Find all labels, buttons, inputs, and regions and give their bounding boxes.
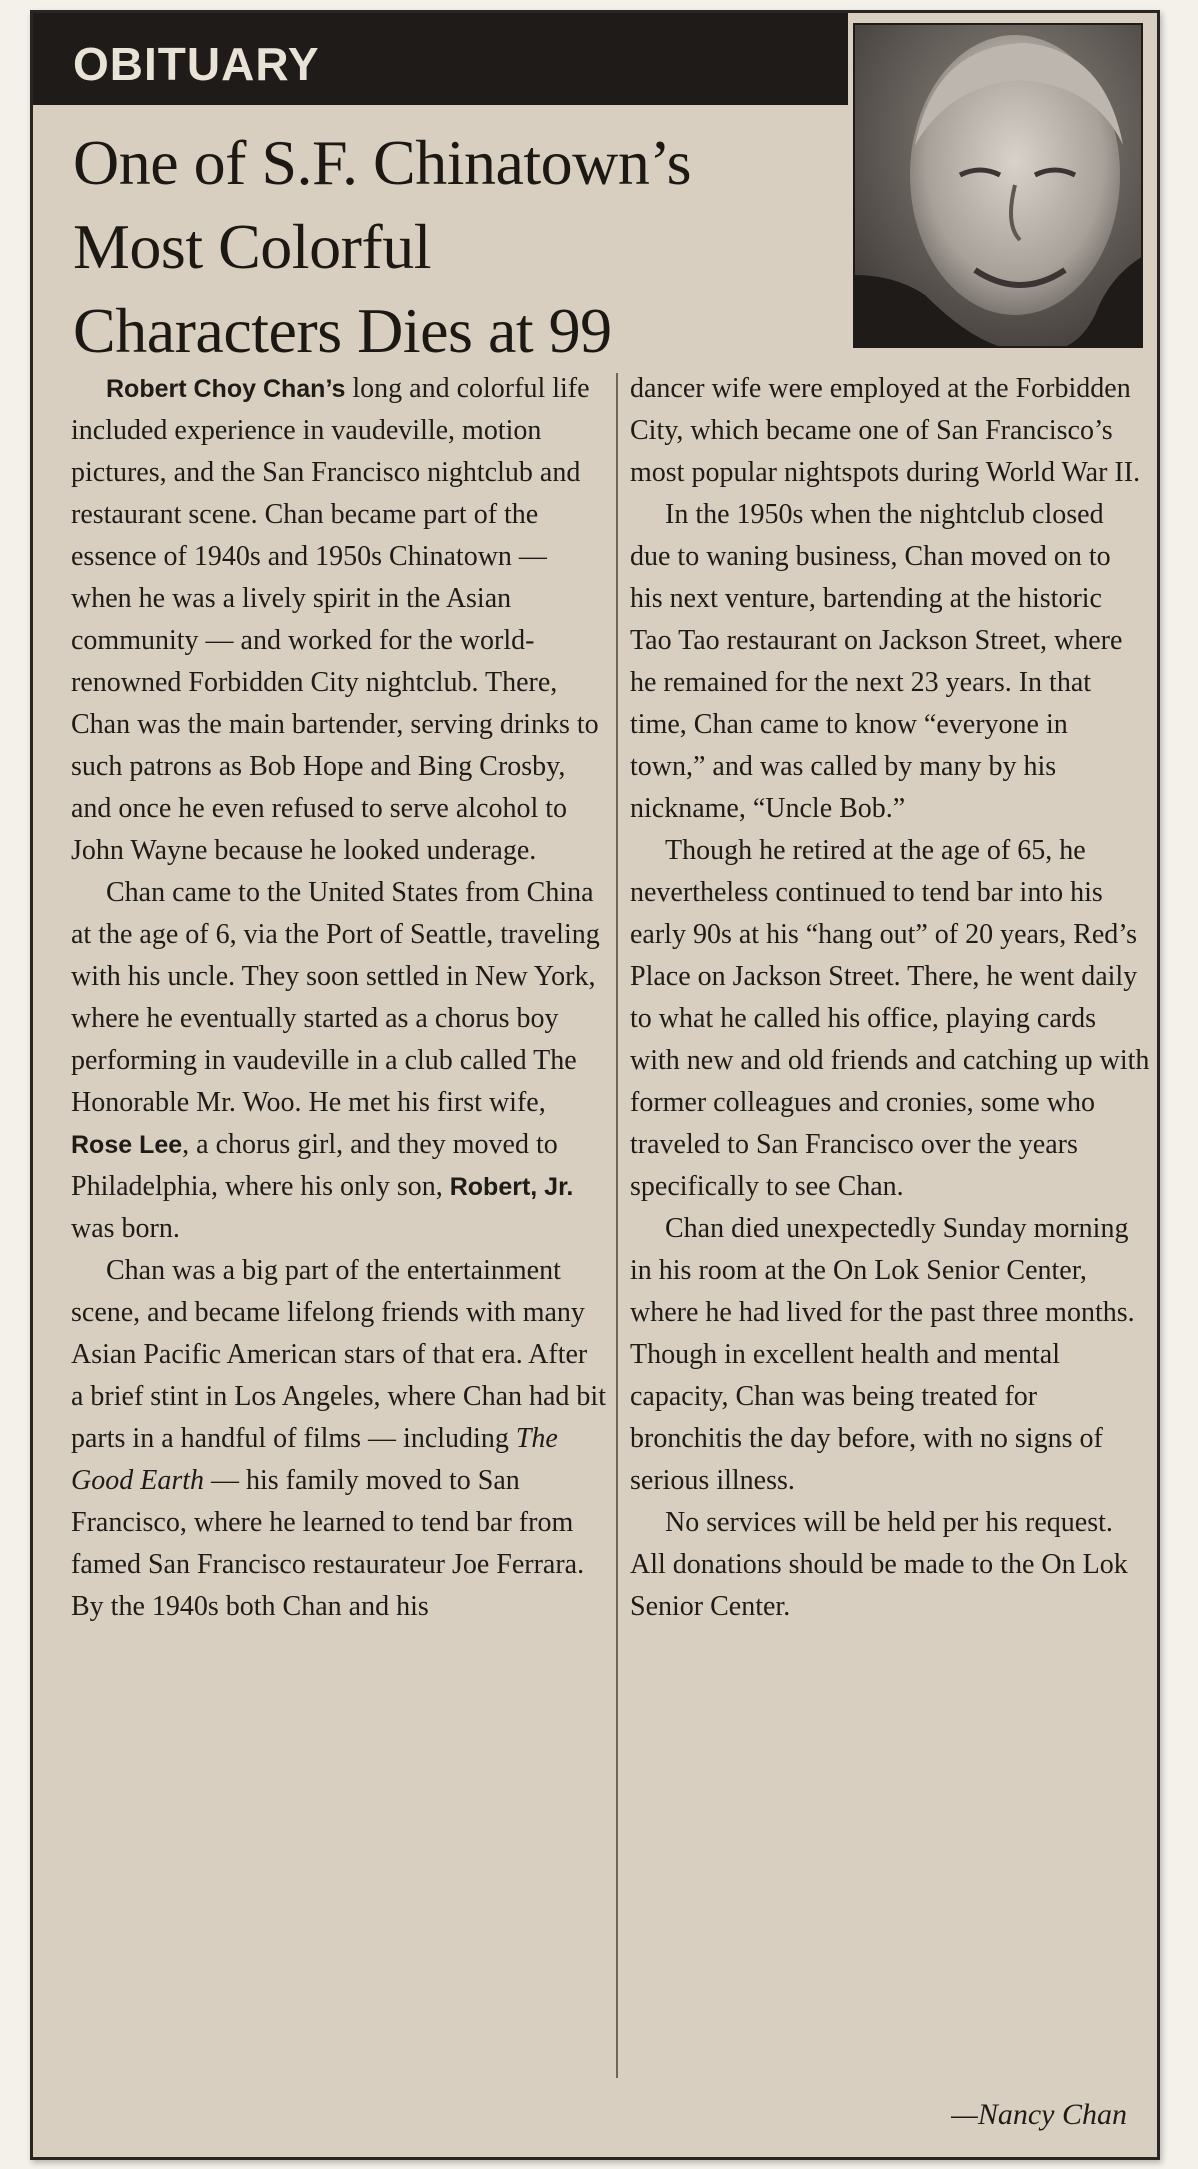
byline: —Nancy Chan: [951, 2098, 1127, 2131]
portrait-photo: [853, 23, 1143, 348]
article-paragraph-5: Though he retired at the age of 65, he nevertheless continued to tend bar into his early 90s at his “hang out” of 20 years, Red’s Place on Jackson Street. There, he went daily to what he called his office, playing cards with new and old friends and catching up with former colleagues and cronies, some who traveled to San Francisco over the years specifically to see Chan.: [630, 835, 1150, 1202]
column-divider: [616, 373, 618, 2078]
article-paragraph-3-continued: dancer wife were employed at the Forbidden City, which became one of San Francisco’s most popular nightspots during World War II.: [630, 373, 1141, 488]
article-paragraph-6: Chan died unexpectedly Sunday morning in his room at the On Lok Senior Center, where he had lived for the past three months. Though in excellent health and mental capacity, Chan was being treated for bronchitis the day before, with no signs of serious illness.: [630, 1213, 1135, 1496]
film-title: The Good Earth: [71, 1423, 558, 1496]
article-column-right: [630, 368, 1150, 1628]
son-name: Robert, Jr.: [449, 1173, 574, 1201]
headline: [73, 121, 843, 373]
headline-line-2: Most Colorful: [73, 211, 431, 282]
article-paragraph-4: In the 1950s when the nightclub closed due to waning business, Chan moved on to his next venture, bartending at the historic Tao Tao restaurant on Jackson Street, where he remained for the next 23 years. In that time, Chan came to know “everyone in town,” and was called by many by his nickname, “Uncle Bob.”: [630, 499, 1123, 824]
section-label: OBITUARY: [73, 38, 320, 90]
article-paragraph-3: Chan was a big part of the entertainment scene, and became lifelong friends with many Asian Pacific American stars of that era. After a brief stint in Los Angeles, where Chan had bit parts in a handful of films — including The Good Earth — his family moved to San Francisco, where he learned to tend bar from famed San Francisco restaurateur Joe Ferrara. By the 1940s both Chan and his: [71, 1255, 606, 1622]
article-paragraph-1: Robert Choy Chan’s long and colorful life included experience in vaudeville, motion pictures, and the San Francisco nightclub and restaurant scene. Chan became part of the essence of 1940s and 1950s Chinatown — when he was a lively spirit in the Asian community — and worked for the world-renowned Forbidden City nightclub. There, Chan was the main bartender, serving drinks to such patrons as Bob Hope and Bing Crosby, and once he even refused to serve alcohol to John Wayne because he looked underage.: [71, 373, 599, 866]
wife-name: Rose Lee: [71, 1131, 183, 1159]
section-banner: [33, 13, 848, 105]
article-paragraph-2: Chan came to the United States from China at the age of 6, via the Port of Seattle, traveling with his uncle. They soon settled in New York, where he eventually started as a chorus boy performing in vaudeville in a club called The Honorable Mr. Woo. He met his first wife, Rose Lee, a chorus girl, and they moved to Philadelphia, where his only son, Robert, Jr. was born.: [71, 877, 600, 1244]
headline-line-3: Characters Dies at 99: [73, 295, 612, 366]
article-paragraph-7: No services will be held per his request. All donations should be made to the On Lok Senior Center.: [630, 1507, 1128, 1622]
newspaper-clipping: [30, 10, 1160, 2160]
headline-line-1: One of S.F. Chinatown’s: [73, 127, 692, 198]
article-column-left: [71, 368, 606, 1628]
portrait-image: [855, 25, 1143, 348]
subject-name: Robert Choy Chan’s: [106, 375, 346, 403]
